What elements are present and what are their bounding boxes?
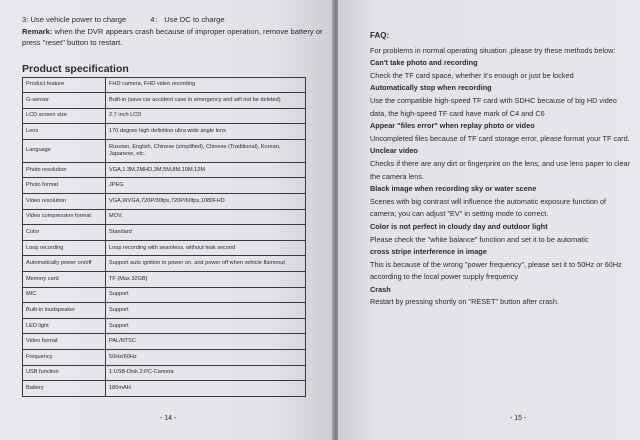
spec-value: TF (Max 32GB) [106, 272, 306, 288]
spec-row [23, 272, 306, 288]
spec-key: LED light [23, 318, 106, 334]
right-page [338, 0, 640, 440]
faq-answer: Use the compatible high-speed TF card with SDHC because of big HD video data, the high-speed TF card have mark of C4 and C6 [370, 95, 617, 118]
spec-row [23, 256, 306, 272]
spec-key: Photo format [23, 178, 106, 194]
spec-row [23, 350, 306, 366]
spec-key: G-sensor [23, 93, 106, 109]
spec-value: JPEG [106, 178, 306, 194]
spec-row [23, 194, 306, 210]
spec-value: VGA,WVGA,720P/30fps,720P/60fps,1080FHD [106, 194, 306, 210]
faq-section [370, 30, 632, 309]
spec-key: Photo resolution [23, 162, 106, 178]
spec-row [23, 334, 306, 350]
spec-row [23, 162, 306, 178]
spec-value: Support auto ignition to power on, and power off when vehicle flameout [106, 256, 306, 272]
spec-row [23, 225, 306, 241]
spec-row [23, 318, 306, 334]
page-number-left: - 14 - [160, 415, 177, 422]
spec-key: Memory card [23, 272, 106, 288]
note-item-3: 3: Use vehicle power to charge [22, 15, 127, 24]
page-number-right: - 15 - [510, 415, 527, 422]
spec-row [23, 178, 306, 194]
spec-key: Lens [23, 124, 106, 140]
spec-row [23, 240, 306, 256]
faq-answer: Please check the "white balance" function and set it to be automatic [370, 234, 589, 244]
spec-key: USB function [23, 365, 106, 381]
faq-title: FAQ: [370, 31, 390, 40]
note-item-4: 4： Use DC to charge [150, 15, 225, 24]
faq-question: Automatically stop when recording [370, 83, 492, 93]
spec-value: 50Hz/60Hz [106, 350, 306, 366]
faq-question: Can't take photo and recording [370, 58, 478, 68]
spec-value: Russian, English, Chinese (simplified), Chinese (Traditional), Korean, Japanese, etc. [106, 139, 306, 162]
spec-table [22, 77, 306, 397]
spec-key: Product feature [23, 77, 106, 93]
spec-row [23, 93, 306, 109]
spec-value: Loop recording with seamless, without leak second [106, 240, 306, 256]
faq-question: cross stripe interference in image [370, 247, 487, 257]
faq-question: Crash [370, 284, 391, 294]
remark-label: Remark: [22, 26, 53, 36]
spec-value: 170 degree high definition ultra wide angle lens [106, 124, 306, 140]
spec-row [23, 381, 306, 397]
spec-key: Frequency [23, 350, 106, 366]
spec-value: Support [106, 318, 306, 334]
faq-intro: For problems in normal operating situation ,please try these methods below: [370, 45, 616, 55]
spec-value: VGA,1.3M,2MHD,3M,5M,8M,10M,12M [106, 162, 306, 178]
faq-answer: Checks if there are any dirt or fingerprint on the lens; and use lens paper to clear the camera lens. [370, 158, 630, 181]
spec-value: 180mAH [106, 381, 306, 397]
faq-answer: Uncompleted files because of TF card storage error, please format your TF card. [370, 133, 630, 143]
spec-key: Video resolution [23, 194, 106, 210]
spec-key: LCD screen size [23, 108, 106, 124]
faq-answer: Check the TF card space, whether it's enough or just be locked [370, 70, 574, 80]
faq-question: Unclear video [370, 146, 418, 156]
spec-value: MOV. [106, 209, 306, 225]
spec-key: Automatically power on/off [23, 256, 106, 272]
spec-value: Support [106, 287, 306, 303]
spec-value: Support [106, 303, 306, 319]
spec-value: Built-in (save car accident case in emergency and will not be deleted) [106, 93, 306, 109]
faq-question: Black image when recording sky or water scene [370, 184, 537, 194]
spec-title: Product specification [22, 62, 129, 75]
spec-value: PAL/NTSC [106, 334, 306, 350]
spec-key: Built-in loudspeaker [23, 303, 106, 319]
spec-row [23, 108, 306, 124]
faq-answer: This is because of the wrong "power frequency", please set it to 50Hz or 60Hz according to the local power supply frequency [370, 259, 622, 282]
spec-row [23, 209, 306, 225]
spec-key: Video format [23, 334, 106, 350]
spec-value: 1:USB-Disk 2:PC-Camera [106, 365, 306, 381]
faq-question: Color is not perfect in cloudy day and outdoor light [370, 221, 548, 231]
spec-value: Standard [106, 225, 306, 241]
spec-key: Battery [23, 381, 106, 397]
spec-value: 2.7 inch LCD [106, 108, 306, 124]
spec-row [23, 287, 306, 303]
spec-key: Language [23, 139, 106, 162]
spec-key: MIC [23, 287, 106, 303]
faq-answer: Restart by pressing shortly on "RESET" button after crash. [370, 297, 559, 307]
spec-row [23, 77, 306, 93]
faq-question: Appear "files error" when replay photo or video [370, 121, 535, 131]
spec-row [23, 365, 306, 381]
remark [22, 26, 324, 49]
spec-row [23, 139, 306, 162]
spec-value: FHD camera, FHD video recording [106, 77, 306, 93]
spec-key: Color [23, 225, 106, 241]
spec-row [23, 303, 306, 319]
remark-text: when the DVR appears crash because of improper operation, remove battery or press "reset" button to restart. [22, 26, 323, 47]
spec-key: Loop recording [23, 240, 106, 256]
spec-key: Video compression format [23, 209, 106, 225]
spec-row [23, 124, 306, 140]
charging-notes [22, 14, 324, 49]
faq-answer: Scenes with big contrast will influence the automatic exposure function of camera; you can adjust "EV" in setting mode to correct. [370, 196, 607, 219]
